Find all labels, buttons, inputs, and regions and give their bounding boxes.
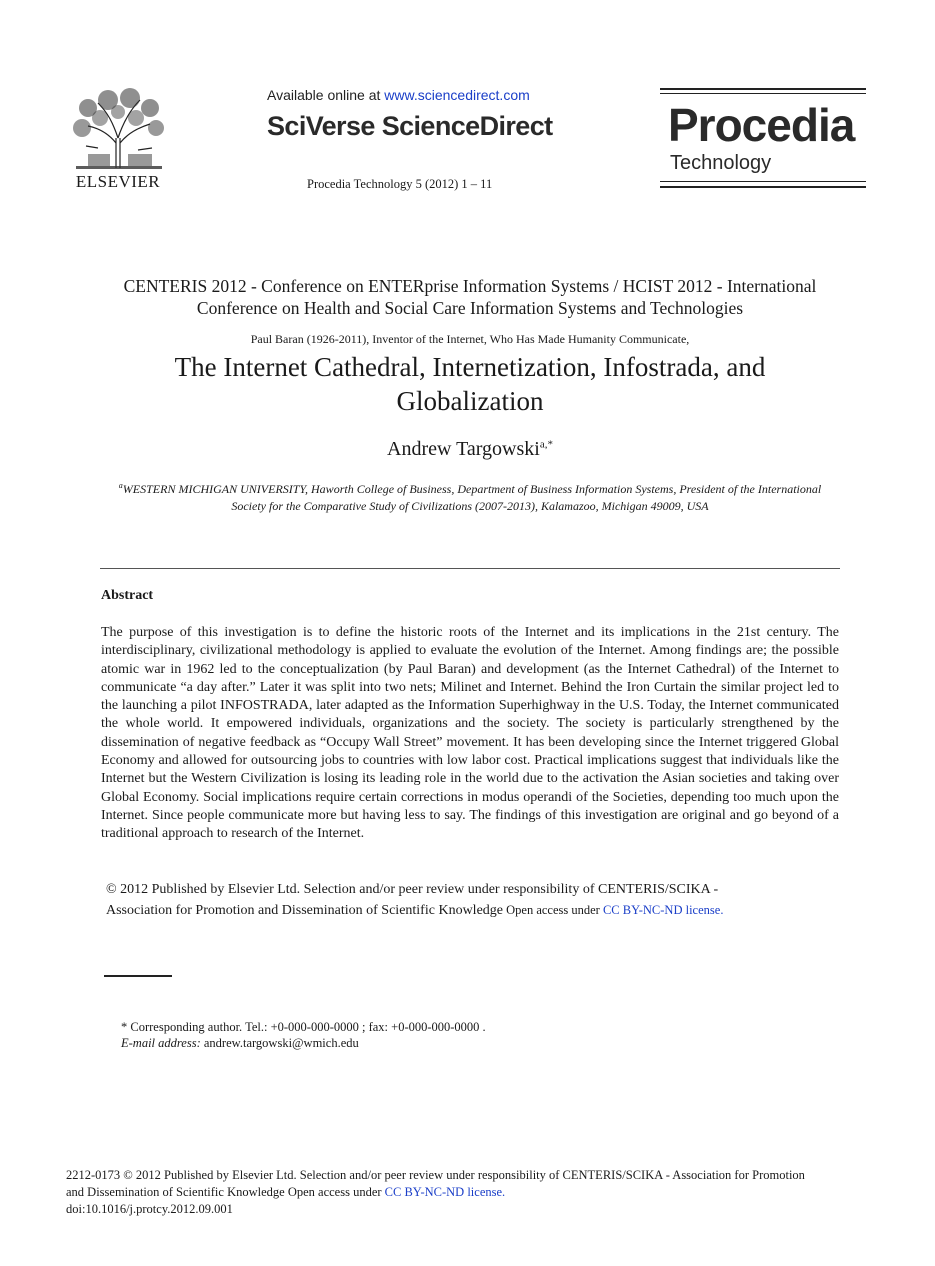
doi[interactable]: doi:10.1016/j.protcy.2012.09.001 [66,1202,233,1216]
footer-line-2-text: and Dissemination of Scientific Knowledge [66,1185,285,1199]
sciencedirect-link[interactable]: www.sciencedirect.com [384,87,530,103]
logo-rule-bottom [660,186,866,188]
footer-license-link[interactable]: CC BY-NC-ND license. [384,1185,506,1199]
author-name: Andrew Targowski [387,438,540,460]
footer-line-2 [66,1184,866,1201]
section-divider [100,568,840,569]
elsevier-wordmark: ELSEVIER [75,172,161,191]
journal-reference: Procedia Technology 5 (2012) 1 – 11 [307,177,493,191]
author-affiliation [100,477,840,515]
affiliation-mark: a [118,481,123,490]
email-label: E-mail address: [121,1036,201,1050]
copyright-notice [106,879,826,921]
sciverse-sciencedirect-logo: SciVerse ScienceDirect [267,111,553,141]
procedia-wordmark: Procedia [668,99,855,151]
available-online-line [267,87,530,103]
page-footer [66,1167,866,1218]
author-line [200,438,740,461]
technology-wordmark: Technology [670,152,772,174]
email-address[interactable]: andrew.targowski@wmich.edu [200,1036,359,1050]
copyright-line-2-text: Association for Promotion and Dissemination of Scientific Knowledge [106,903,503,918]
logo-rule-top-thin [660,93,866,94]
abstract-heading: Abstract [101,588,154,603]
footer-open-access: Open access under [284,1185,385,1199]
open-access-text: Open access under [503,903,603,917]
conference-name: CENTERIS 2012 - Conference on ENTERprise Information Systems / HCIST 2012 - International Conference on Health and Social Care Information Systems and Technologies [123,276,817,318]
procedia-technology-logo [660,88,866,189]
logo-rule-top [660,88,866,90]
abstract-body: The purpose of this investigation is to define the historic roots of the Internet and its implications in the 21st century. The interdisciplinary, civilizational methodology is applied to evaluate the evolution of the Internet. Among findings are; the possible atomic war in 1962 led to the conceptualization (by Paul Baran) and development (as the Internet Cathedral) of the Internet to communicate “a day after.” Later it was split into two nets; Milinet and Internet. Behind the Iron Curtain the similar project led to the launching a pilot INFOSTRADA, later adapted as the Information Superhighway in the U.S. Today, the Internet communicated the whole world. It empowered individuals, organizations and the society. The society is particularly strengthened by the dissemination of negative feedback as “Occupy Wall Street” movement. It has been developing since the Internet triggered Global Economy and allowed for outsourcing jobs to countries with low labor cost. Practical implications suggest that individuals like the Internet but the Western Civilization is losing its leading role in the world due to the activation the Asian societies and taking over Global Economy. Social implications require certain corrections in modus operandi of the Societies, depending too much upon the Internet. Since people communicate more but having less to say. The findings of this investigation are original and go beyond of a traditional approach to research of the Internet. [101,625,839,842]
logo-rule-bottom-thin [660,181,866,182]
footnote-rule [104,975,172,977]
corresponding-author-footnote: * Corresponding author. Tel.: +0-000-000-0000 ; fax: +0-000-000-0000 . [121,1020,486,1034]
article-title: The Internet Cathedral, Internetization, Infostrada, and Globalization [174,352,766,416]
dedication-line: Paul Baran (1926-2011), Inventor of the Internet, Who Has Made Humanity Communicate, [250,332,690,346]
footer-line-1: 2212-0173 © 2012 Published by Elsevier Ltd. Selection and/or peer review under responsibility of CENTERIS/SCIKA - Association for Promotion [66,1168,805,1182]
author-marks: a,* [539,438,553,451]
email-footnote [121,1036,359,1051]
license-link[interactable]: CC BY-NC-ND license. [602,903,724,917]
available-prefix: Available online at [267,87,385,103]
copyright-line-2 [106,900,826,921]
copyright-line-1: © 2012 Published by Elsevier Ltd. Selection and/or peer review under responsibility of CENTERIS/SCIKA - [106,882,719,897]
affiliation-text: WESTERN MICHIGAN UNIVERSITY, Haworth College of Business, Department of Business Information Systems, President of the International Society for the Comparative Study of Civilizations (2007-2013), Kalamazoo, Michigan 49009, USA [122,482,822,513]
